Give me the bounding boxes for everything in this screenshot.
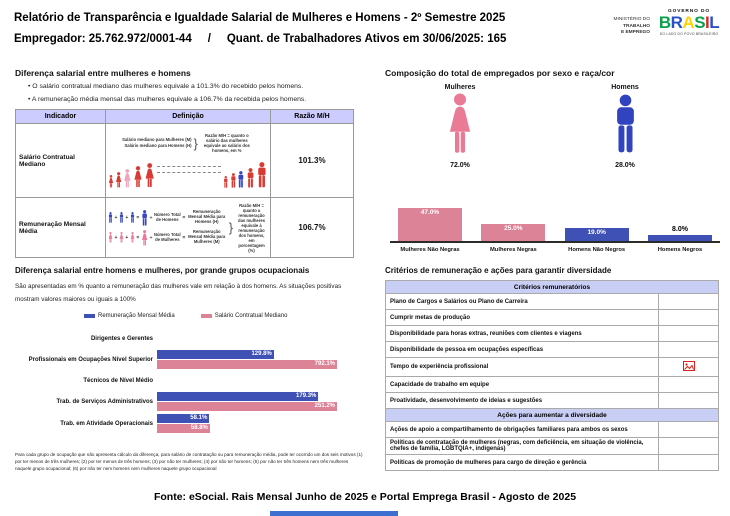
criteria-row: Disponibilidade para horas extras, reuniões com clientes e viagens bbox=[386, 326, 719, 342]
bar-blue: 179.3% bbox=[157, 392, 318, 401]
criteria-row: Tempo de experiência profissional bbox=[386, 358, 719, 377]
ministry-line: MINISTÉRIO DO bbox=[613, 17, 650, 22]
criteria-header-remuneratorios: Critérios remuneratórios bbox=[386, 281, 719, 294]
person-icon bbox=[130, 232, 135, 243]
criteria-row: Proatividade, desenvolvimento de ideias e sugestões bbox=[386, 393, 719, 409]
occupational-subtitle-line2: mostram valores maiores ou iguais a 100% bbox=[15, 296, 136, 303]
category-label: Homens Negros bbox=[657, 247, 703, 253]
occupational-bar-chart bbox=[15, 330, 360, 436]
bar-mulheres-nao-negras bbox=[398, 208, 462, 241]
ratio-value-median: 101.3% bbox=[271, 124, 354, 198]
person-icon bbox=[144, 163, 155, 188]
women-average-label: Remuneração Mensal Média para Mulheres (M) bbox=[188, 229, 226, 244]
male-percentage: 28.0% bbox=[615, 162, 635, 169]
criteria-row: Cumprir metas de produção bbox=[386, 310, 719, 326]
chart-legend bbox=[84, 313, 287, 319]
person-icon bbox=[256, 162, 268, 188]
horizontal-scrollbar-thumb[interactable] bbox=[270, 511, 398, 516]
bar-value-label: 8.0% bbox=[672, 226, 688, 234]
median-people-diagram bbox=[108, 156, 268, 188]
person-icon-median-woman bbox=[123, 169, 132, 188]
report-title: Relatório de Transparência e Igualdade Salarial de Mulheres e Homens - 2º Semestre 2025 bbox=[14, 12, 506, 24]
criteria-header-row bbox=[386, 281, 719, 294]
bar-blue: 58.1% bbox=[157, 414, 209, 423]
ratio-definition-note: Razão M/H = quanto a remuneração das mulheres equivale à remuneração dos homens, em porcentagem (%) bbox=[238, 202, 266, 253]
person-icon bbox=[119, 232, 124, 243]
legend-swatch-pink bbox=[201, 314, 212, 318]
criteria-value-cell bbox=[659, 422, 719, 438]
median-dashed-lines bbox=[157, 156, 221, 188]
bar-homens-nao-negros bbox=[565, 228, 629, 241]
criteria-row: Ações de apoio a compartilhamento de obrigações familiares para ambos os sexos bbox=[386, 422, 719, 438]
criteria-value-cell bbox=[659, 438, 719, 455]
source-footer: Fonte: eSocial. Rais Mensal Junho de 2025 e Portal Emprega Brasil - Agosto de 2025 bbox=[153, 491, 577, 503]
criteria-value-cell bbox=[659, 455, 719, 471]
employer-line: Empregador: 25.762.972/0001-44 / Quant. de Trabalhadores Ativos em 30/06/2025: 165 bbox=[14, 33, 507, 45]
ministry-logo bbox=[586, 17, 650, 37]
bar-value-label: 25.0% bbox=[504, 224, 523, 232]
occupation-row bbox=[15, 372, 360, 389]
occupational-subtitle-line1: São apresentadas em % quanto a remuneração das mulheres vale em relação à dos homens. As situações positivas bbox=[15, 283, 342, 290]
median-women-label: Salário mediano para Mulheres (M) bbox=[122, 137, 192, 142]
person-icon-median-man bbox=[237, 171, 245, 188]
occupation-row bbox=[15, 414, 360, 433]
bullet-average-salary: • A remuneração média mensal das mulheres equivale a 106.7% da recebida pelos homens. bbox=[28, 96, 307, 103]
gov-tagline: DO LADO DO POVO BRASILEIRO bbox=[659, 32, 719, 36]
person-icon bbox=[223, 176, 229, 188]
legend-item-pink: Salário Contratual Mediano bbox=[201, 313, 288, 319]
criteria-table bbox=[385, 280, 719, 471]
person-icon bbox=[246, 168, 255, 188]
section-title-salary-diff: Diferença salarial entre mulheres e homens bbox=[15, 68, 191, 78]
occupation-label: Trab. de Serviços Administrativos bbox=[56, 398, 153, 405]
indicator-name: Salário Contratual Mediano bbox=[16, 124, 106, 198]
ratio-definition-note: Razão M/H = quanto o salário das mulheres equivale ao salário dos homens, em % bbox=[203, 133, 250, 153]
bar-pink: 792.1% bbox=[157, 360, 337, 369]
ministry-line: E EMPREGO bbox=[620, 30, 650, 35]
occupation-label: Profissionais em Ocupações Nível Superior bbox=[28, 356, 153, 363]
criteria-row: Políticas de promoção de mulheres para cargo de direção e gerência bbox=[386, 455, 719, 471]
category-label: Homens Não Negros bbox=[568, 247, 626, 253]
bar-value-label: 19.0% bbox=[587, 228, 606, 236]
brace-glyph: } bbox=[193, 135, 198, 151]
men-count-label: Número Total de Homens bbox=[153, 211, 181, 222]
men-group bbox=[223, 162, 268, 188]
criteria-header-diversidade: Ações para aumentar a diversidade bbox=[386, 409, 719, 422]
person-icon bbox=[108, 232, 113, 243]
criteria-header-row bbox=[386, 409, 719, 422]
criteria-value-cell bbox=[659, 393, 719, 409]
section-title-criteria: Critérios de remuneração e ações para garantir diversidade bbox=[385, 266, 612, 275]
governo-do-brasil-logo bbox=[658, 9, 720, 36]
person-icon-large bbox=[141, 230, 148, 246]
bar-value-label: 47.0% bbox=[420, 209, 440, 217]
person-icon-large bbox=[141, 210, 148, 226]
occupation-row bbox=[15, 392, 360, 411]
legend-swatch-blue bbox=[84, 314, 95, 318]
criteria-value-cell bbox=[659, 294, 719, 310]
definition-diagram-median bbox=[106, 124, 271, 198]
criteria-row: Políticas de contratação de mulheres (negras, com deficiência, em situação de violência, chefes de família, LGBTQIA+, indígenas) bbox=[386, 438, 719, 455]
criteria-row: Capacidade de trabalho em equipe bbox=[386, 377, 719, 393]
salary-indicators-table bbox=[15, 109, 354, 258]
broken-image-icon bbox=[683, 361, 695, 371]
bar-mulheres-negras bbox=[481, 224, 545, 242]
bullet-median-salary: • O salário contratual mediano das mulheres equivale a 101.3% do recebido pelos homens. bbox=[28, 83, 304, 90]
person-icon bbox=[119, 212, 124, 223]
women-count-label: Número Total de Mulheres bbox=[153, 231, 181, 242]
occupation-label: Dirigentes e Gerentes bbox=[90, 335, 153, 342]
criteria-row: Disponibilidade de pessoa em ocupações específicas bbox=[386, 342, 719, 358]
category-label: Mulheres Negras bbox=[489, 247, 537, 253]
occupational-footnote: Para cada grupo de ocupação que não apresenta cálculo da diferença, para salário de contratação ou para remuneração média, pode ter ocorrido um dos seis motivos (1) por ter menos de três mulheres; (2) por ter menos de três homens; (3) por não ter mulheres; (4) por não ter homens; (5) por não ter três homens nem três mulheres naquele grupo ocupacional; (6) por não ter nem homens nem mulheres naquele grupo ocupacional bbox=[15, 452, 363, 471]
person-icon bbox=[115, 172, 122, 188]
man-icon bbox=[612, 94, 639, 159]
person-icon bbox=[108, 175, 114, 188]
composition-bar-chart bbox=[390, 196, 720, 243]
bar-homens-negros bbox=[648, 226, 712, 241]
criteria-value-cell bbox=[659, 342, 719, 358]
brace-glyph: } bbox=[228, 220, 234, 235]
person-icon bbox=[133, 166, 143, 188]
median-men-label: Salário mediano para Homens (H) bbox=[124, 143, 192, 148]
ministry-line: TRABALHO bbox=[623, 23, 650, 29]
category-label: Mulheres Não Negras bbox=[400, 247, 460, 253]
bar-pink: 58.8% bbox=[157, 424, 210, 433]
criteria-value-cell bbox=[659, 310, 719, 326]
col-header-definicao: Definição bbox=[106, 110, 271, 124]
male-group-label: Homens bbox=[611, 84, 639, 91]
table-row bbox=[16, 124, 354, 198]
female-percentage: 72.0% bbox=[450, 162, 470, 169]
criteria-value-cell bbox=[659, 326, 719, 342]
person-icon bbox=[108, 212, 113, 223]
table-row bbox=[16, 198, 354, 258]
criteria-value-cell bbox=[659, 358, 719, 377]
women-average-formula: + + = ÷ Número Total de Mulheres = Remuneração Mensal Média para Mulheres (M) bbox=[108, 230, 227, 246]
indicator-name: Remuneração Mensal Média bbox=[16, 198, 106, 258]
women-group bbox=[108, 163, 155, 188]
occupation-row bbox=[15, 350, 360, 369]
bar-blue: 129.8% bbox=[157, 350, 274, 359]
brasil-wordmark: BRASIL bbox=[658, 13, 720, 32]
col-header-indicador: Indicador bbox=[16, 110, 106, 124]
bar-pink: 251.2% bbox=[157, 402, 337, 411]
men-average-formula: + + = ÷ Número Total de Homens = Remuneração Mensal Média para Homens (H) bbox=[108, 210, 227, 226]
female-group-label: Mulheres bbox=[444, 84, 476, 91]
occupation-label: Técnicos de Nível Médio bbox=[83, 377, 153, 384]
definition-diagram-average bbox=[106, 198, 271, 258]
men-average-label: Remuneração Mensal Média para Homens (H) bbox=[188, 209, 226, 224]
legend-item-blue: Remuneração Mensal Média bbox=[84, 313, 175, 319]
ratio-value-average: 106.7% bbox=[271, 198, 354, 258]
section-title-composition: Composição do total de empregados por sexo e raça/cor bbox=[385, 68, 615, 78]
gov-top-label: GOVERNO DO bbox=[667, 9, 711, 14]
table-header-row bbox=[16, 110, 354, 124]
col-header-razao: Razão M/H bbox=[271, 110, 354, 124]
woman-icon bbox=[446, 93, 474, 160]
occupation-label: Trab. em Atividade Operacionais bbox=[60, 420, 153, 427]
person-icon bbox=[230, 173, 237, 188]
occupation-row bbox=[15, 330, 360, 347]
section-title-occupational: Diferença salarial entre homens e mulheres, por grande grupos ocupacionais bbox=[15, 266, 310, 275]
person-icon bbox=[130, 212, 135, 223]
composition-category-labels bbox=[390, 247, 720, 253]
criteria-value-cell bbox=[659, 377, 719, 393]
criteria-row: Plano de Cargos e Salários ou Plano de Carreira bbox=[386, 294, 719, 310]
